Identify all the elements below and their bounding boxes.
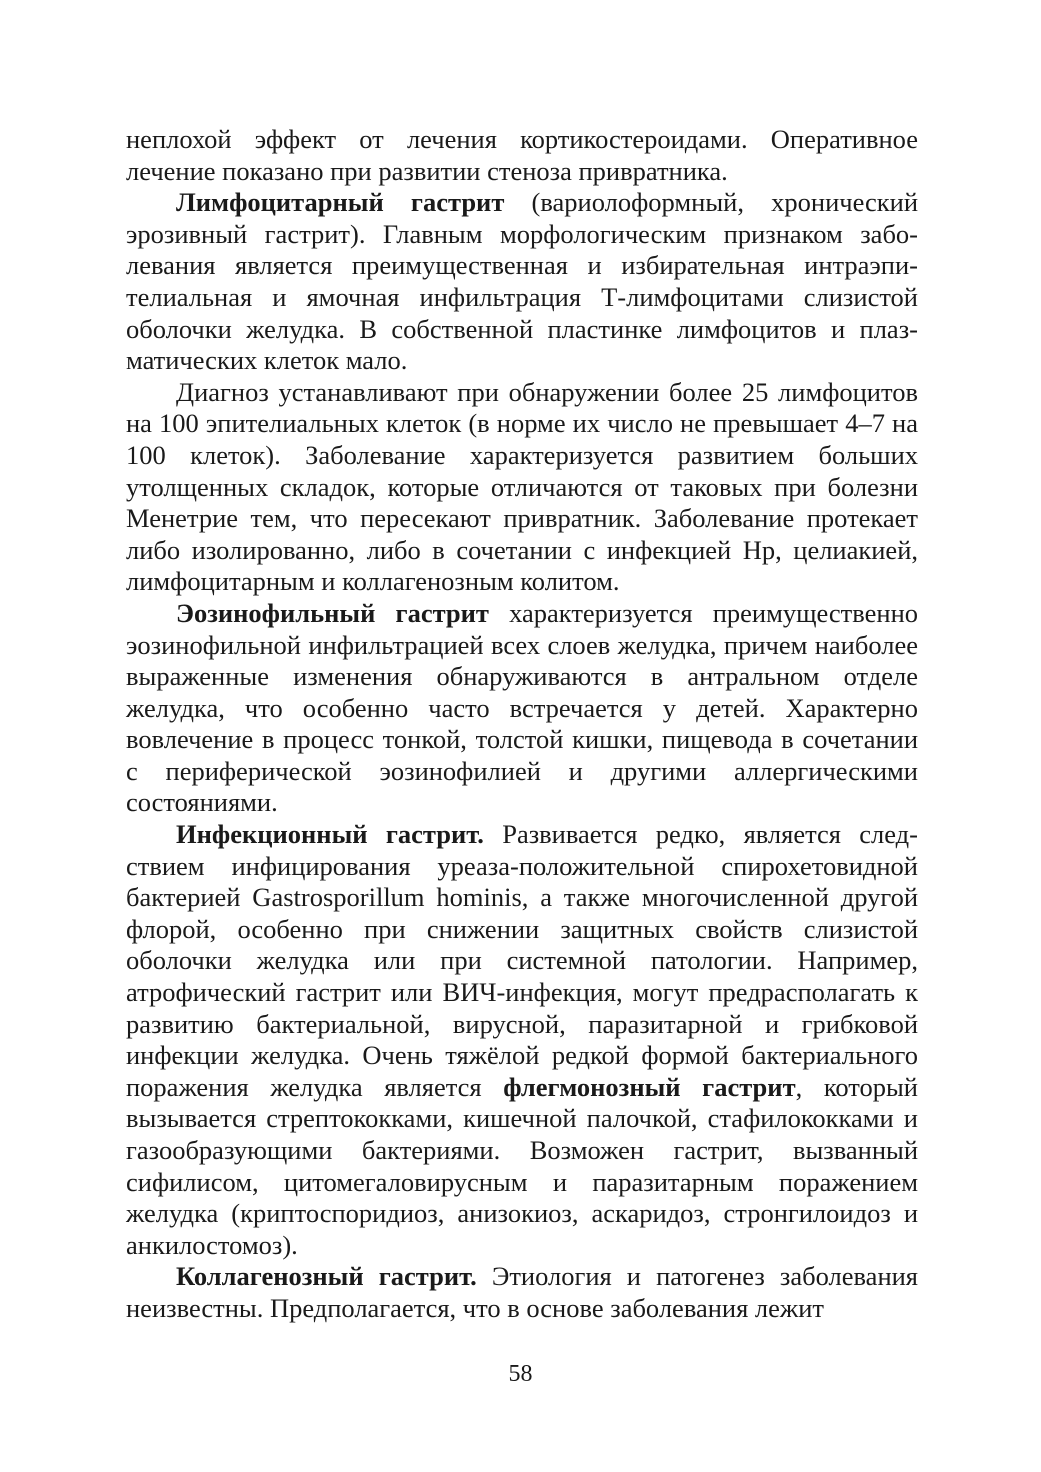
paragraph xyxy=(126,819,918,1261)
bold-term: Коллагенозный гастрит. xyxy=(176,1261,477,1292)
page-number: 58 xyxy=(508,1361,533,1387)
paragraph xyxy=(126,1261,918,1324)
paragraph xyxy=(126,187,918,377)
bold-term: флегмонозный гастрит xyxy=(503,1071,796,1102)
paragraph xyxy=(126,124,918,187)
body-text xyxy=(126,124,918,1325)
paragraph xyxy=(126,598,918,819)
text-run: характеризуется преимущественно эозинофильной инфильтрацией всех слоев желудка, причем наиболее выраженные изменения обнаруживаются в антральном отделе желудка, что особенно часто встречается у детей. Характерно вовлечение в процесс тонкой, толстой кишки, пищевода в сочетании с периферической эозинофилией и другими аллергическими состояниями. xyxy=(126,597,918,818)
bold-term: Эозинофильный гастрит xyxy=(176,597,489,628)
text-run: неплохой эффект от лечения кортикостероидами. Оперативное лечение показано при развитии стеноза привратника. xyxy=(126,124,918,186)
text-run: (вариолоформный, хронический эрозивный гастрит). Главным морфологическим признаком заболевания является преимущественная и избирательная интраэпителиальная и ямочная инфильтрация Т-лимфоцитами слизистой оболочки желудка. В собственной пластинке лимфоцитов и плазматических клеток мало. xyxy=(126,187,918,376)
text-run: Развивается редко, является следствием инфицирования уреаза-положительной спирохетовидной бактерией Gastrosporillum hominis, а также многочисленной другой флорой, особенно при снижении защитных свойств слизистой оболочки желудка или при системной патологии. Например, атрофический гастрит или ВИЧ-инфекция, могут предрасполагать к развитию бактериальной, вирусной, паразитарной и грибковой инфекции желудка. Очень тяжёлой редкой формой бактериального поражения желудка является xyxy=(126,819,918,1102)
text-run: Диагноз устанавливают при обнаружении более 25 лимфоцитов на 100 эпителиальных клеток (в норме их число не превышает 4–7 на 100 клеток). Заболевание характеризуется развитием больших утолщенных складок, которые отличаются от таковых при болезни Менетрие тем, что пересекают привратник. Заболевание протекает либо изолированно, либо в сочетании с инфекцией Hp, целиакией, лимфоцитарным и коллагенозным колитом. xyxy=(126,376,918,597)
bold-term: Лимфоцитарный гастрит xyxy=(176,187,505,218)
paragraph xyxy=(126,377,918,598)
text-run: Этиология и патогенез заболевания неизвестны. Предполагается, что в основе заболевания лежит xyxy=(126,1261,919,1323)
text-run: , который вызывается стрептококками, кишечной палочкой, стафилококками и газообразующими бактериями. Возможен гастрит, вызванный сифилисом, цитомегаловирусным и паразитарным поражением желудка (криптоспоридиоз, анизокиоз, аскаридоз, стронгилоидоз и анкилостомоз). xyxy=(126,1071,918,1260)
bold-term: Инфекционный гастрит. xyxy=(176,819,484,850)
